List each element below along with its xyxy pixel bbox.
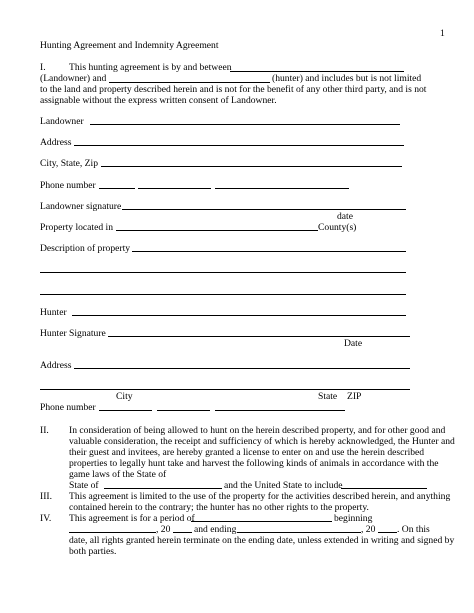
description-field-3[interactable] [40, 294, 406, 295]
description-field-1[interactable] [132, 251, 406, 252]
description-label: Description of property [40, 243, 131, 254]
section-4-numeral: IV. [40, 513, 52, 524]
phone-prefix-field[interactable] [138, 188, 211, 189]
state-of-field[interactable] [104, 488, 222, 489]
and-ending-label: and ending [194, 524, 237, 535]
section-2-line-3: their guest and invitees, are hereby granted a license to enter on and use the herein described [69, 447, 425, 458]
section-1-line-3: to the land and property described herein and is not for the benefit of any other third party, and is not [40, 84, 427, 95]
section-1-numeral: I. [40, 62, 46, 73]
city-state-zip-field[interactable] [101, 166, 402, 167]
hunter-field[interactable] [72, 315, 406, 316]
section-2-line-1: In consideration of being allowed to hunt on the herein described property, and for other good and [69, 425, 446, 436]
page-number: 1 [440, 28, 445, 39]
address-field[interactable] [74, 145, 404, 146]
state-label: State [318, 391, 338, 402]
city-label: City [116, 391, 133, 402]
section-4-line-4: both parties. [69, 546, 117, 557]
landowner-field[interactable] [90, 124, 400, 125]
end-year-prefix: , 20 [361, 524, 376, 535]
agreement-party-blank[interactable] [230, 71, 404, 72]
date-label-2: Date [344, 338, 363, 349]
zip-label: ZIP [347, 391, 362, 402]
phone-number-label: Phone number [40, 180, 96, 191]
state-of-label: State of [69, 480, 99, 491]
begin-year-prefix: , 20 [156, 524, 171, 535]
hunter-signature-field[interactable] [108, 336, 410, 337]
address-field-3[interactable] [40, 389, 410, 390]
section-1-line-4: assignable without the express written consent of Landowner. [40, 95, 277, 106]
phone-line-field-2[interactable] [215, 410, 345, 411]
landowner-signature-label: Landowner signature [40, 201, 122, 212]
address-field-2[interactable] [74, 368, 410, 369]
section-3-line-1: This agreement is limited to the use of the property for the activities described herein, and anything [69, 491, 451, 502]
address-label-2: Address [40, 360, 72, 371]
document-title: Hunting Agreement and Indemnity Agreement [40, 40, 219, 51]
description-field-2[interactable] [40, 272, 406, 273]
section-2-line-5: game laws of the State of [69, 469, 167, 480]
date-label: date [337, 211, 353, 222]
property-located-field[interactable] [116, 230, 318, 231]
section-4-line-3: date, all rights granted herein terminate on the ending date, unless extended in writing and signed by [69, 535, 455, 546]
section-1-line-1: This hunting agreement is by and between [69, 62, 232, 73]
section-3-numeral: III. [40, 491, 52, 502]
phone-number-label-2: Phone number [40, 402, 96, 413]
section-1-line-2a: (Landowner) and [40, 73, 107, 84]
city-state-zip-label: City, State, Zip [40, 158, 99, 169]
section-3-line-2: contained herein to the contrary; the hunter has no other rights to the property. [69, 502, 369, 513]
section-2-numeral: II. [40, 425, 49, 436]
united-state-include-label: and the United State to include [224, 480, 343, 491]
phone-area-code-field-2[interactable] [99, 410, 152, 411]
on-this-label: . On this [397, 524, 430, 535]
section-2-line-2: valuable consideration, the receipt and sufficiency of which is hereby acknowledged, the Hunter and [69, 436, 455, 447]
period-field[interactable] [191, 521, 332, 522]
animals-include-field[interactable] [341, 488, 427, 489]
landowner-label: Landowner [40, 116, 84, 127]
phone-area-code-field[interactable] [99, 188, 135, 189]
begin-date-field[interactable] [69, 532, 156, 533]
section-2-line-4: properties to legally hunt take and harvest the following kinds of animals in accordance with the [69, 458, 439, 469]
landowner-signature-field[interactable] [122, 209, 406, 210]
end-date-field[interactable] [237, 532, 361, 533]
hunter-signature-label: Hunter Signature [40, 328, 106, 339]
section-1-line-2b: (hunter) and includes but is not limited [272, 73, 422, 84]
beginning-label: beginning [334, 513, 373, 524]
county-label: County(s) [318, 222, 357, 233]
phone-prefix-field-2[interactable] [157, 410, 210, 411]
hunter-name-blank[interactable] [109, 82, 270, 83]
phone-line-field[interactable] [215, 188, 349, 189]
begin-year-field[interactable] [173, 532, 192, 533]
property-located-label: Property located in [40, 222, 113, 233]
hunter-label: Hunter [40, 307, 67, 318]
end-year-field[interactable] [378, 532, 397, 533]
address-label: Address [40, 137, 72, 148]
section-4-line-1: This agreement is for a period of [69, 513, 195, 524]
